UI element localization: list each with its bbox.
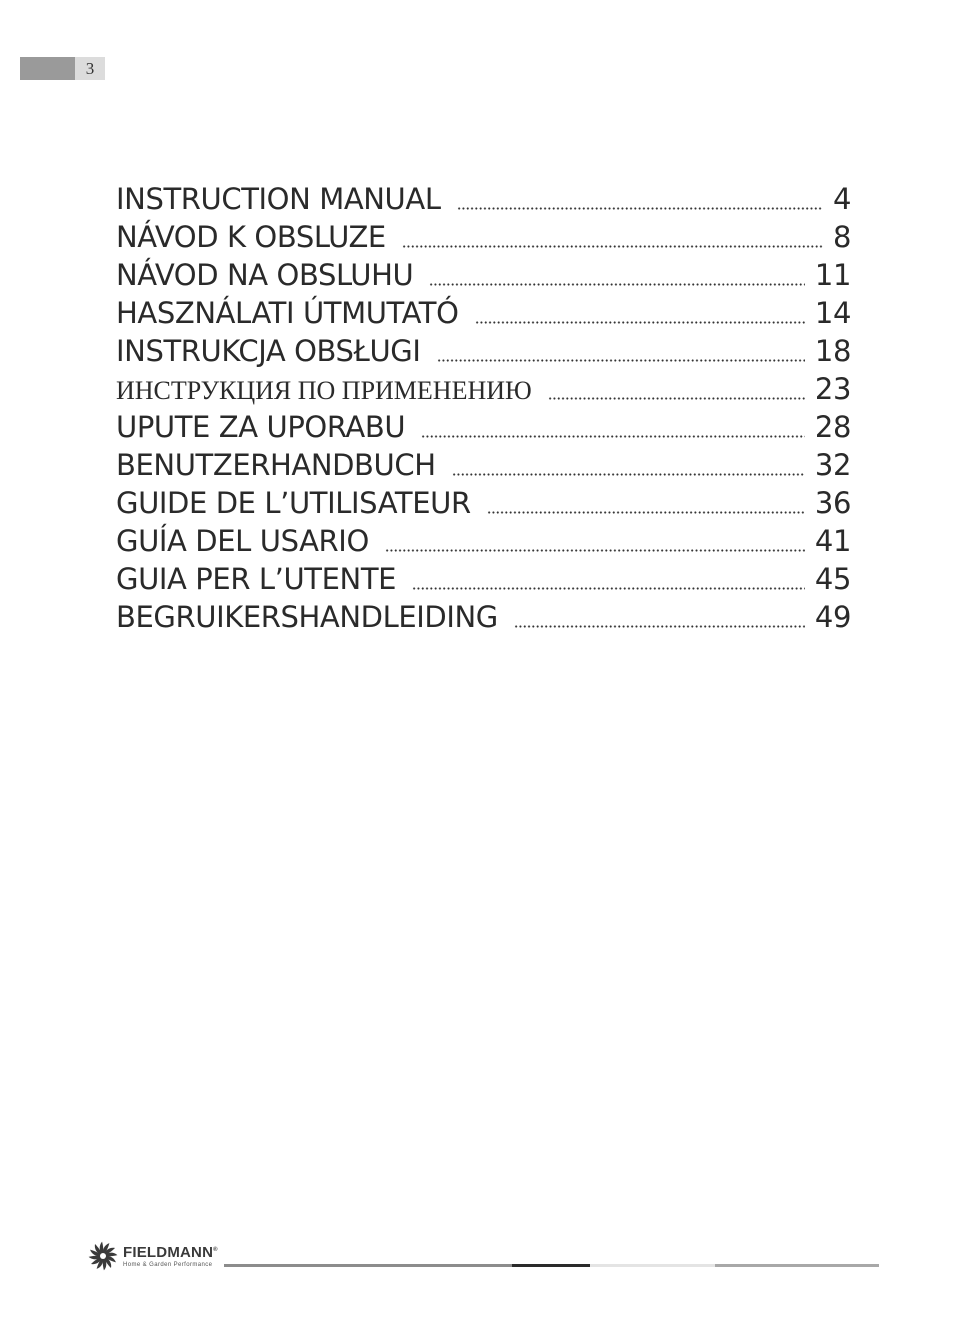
brand-name: FIELDMANN® bbox=[123, 1243, 218, 1261]
page-number: 3 bbox=[75, 57, 105, 80]
toc-entry-title: HASZNÁLATI ÚTMUTATÓ bbox=[116, 296, 459, 330]
dot-leader bbox=[437, 359, 805, 362]
toc-entry-page: 14 bbox=[814, 296, 851, 330]
dot-leader bbox=[402, 245, 823, 248]
footer-rule-segment-3 bbox=[590, 1264, 715, 1267]
toc-entry-title: GUIA PER L’UTENTE bbox=[116, 562, 397, 596]
toc-entry-page: 8 bbox=[832, 220, 851, 254]
toc-entry-title: BENUTZERHANDBUCH bbox=[116, 448, 436, 482]
dot-leader bbox=[475, 321, 805, 324]
footer-rule-segment-4 bbox=[715, 1264, 879, 1267]
toc-entry-title: ИНСТРУКЦИЯ ПО ПРИМЕНЕНИЮ bbox=[116, 376, 532, 405]
toc-entry-page: 11 bbox=[814, 258, 851, 292]
dot-leader bbox=[385, 549, 805, 552]
dot-leader bbox=[514, 625, 805, 628]
toc-entry-page: 18 bbox=[814, 334, 851, 368]
dot-leader bbox=[457, 207, 823, 210]
toc-entry-guide-de-lutilisateur[interactable] bbox=[116, 486, 851, 524]
toc-entry-title: GUIDE DE L’UTILISATEUR bbox=[116, 486, 471, 520]
page-tab-bar bbox=[20, 57, 75, 80]
pinwheel-icon bbox=[86, 1239, 120, 1273]
toc-entry-page: 32 bbox=[814, 448, 851, 482]
logo-text bbox=[123, 1245, 218, 1268]
dot-leader bbox=[429, 283, 805, 286]
dot-leader bbox=[487, 511, 805, 514]
dot-leader bbox=[421, 435, 805, 438]
toc-entry-title: INSTRUCTION MANUAL bbox=[116, 182, 441, 216]
brand-tagline: Home & Garden Performance bbox=[123, 1261, 213, 1268]
footer-rule-segment-2 bbox=[512, 1264, 590, 1267]
toc-entry-guia-del-usario[interactable] bbox=[116, 524, 851, 562]
table-of-contents bbox=[116, 182, 851, 638]
footer-rule-segment-1 bbox=[224, 1264, 512, 1267]
toc-entry-begruikershandleiding[interactable] bbox=[116, 600, 851, 638]
toc-entry-title: NÁVOD K OBSLUZE bbox=[116, 220, 386, 254]
dot-leader bbox=[548, 397, 805, 400]
fieldmann-logo bbox=[86, 1239, 218, 1273]
toc-entry-benutzerhandbuch[interactable] bbox=[116, 448, 851, 486]
toc-entry-navod-na-obsluhu[interactable] bbox=[116, 258, 851, 296]
toc-entry-title: INSTRUKCJA OBSŁUGI bbox=[116, 334, 421, 368]
dot-leader bbox=[452, 473, 805, 476]
toc-entry-page: 49 bbox=[814, 600, 851, 634]
toc-entry-upute-za-uporabu[interactable] bbox=[116, 410, 851, 448]
toc-entry-title: UPUTE ZA UPORABU bbox=[116, 410, 406, 444]
toc-entry-page: 41 bbox=[814, 524, 851, 558]
toc-entry-russian[interactable] bbox=[116, 372, 851, 410]
toc-entry-page: 23 bbox=[814, 372, 851, 406]
page-number-tab bbox=[20, 57, 105, 80]
toc-entry-page: 36 bbox=[814, 486, 851, 520]
toc-entry-page: 4 bbox=[832, 182, 851, 216]
dot-leader bbox=[412, 587, 805, 590]
toc-entry-instruction-manual[interactable] bbox=[116, 182, 851, 220]
toc-entry-title: NÁVOD NA OBSLUHU bbox=[116, 258, 414, 292]
toc-entry-page: 45 bbox=[814, 562, 851, 596]
toc-entry-hasznalati-utmutato[interactable] bbox=[116, 296, 851, 334]
toc-entry-instrukcja-obslugi[interactable] bbox=[116, 334, 851, 372]
toc-entry-page: 28 bbox=[814, 410, 851, 444]
toc-entry-title: BEGRUIKERSHANDLEIDING bbox=[116, 600, 498, 634]
toc-entry-guia-per-lutente[interactable] bbox=[116, 562, 851, 600]
toc-entry-title: GUÍA DEL USARIO bbox=[116, 524, 369, 558]
toc-entry-navod-k-obsluze[interactable] bbox=[116, 220, 851, 258]
